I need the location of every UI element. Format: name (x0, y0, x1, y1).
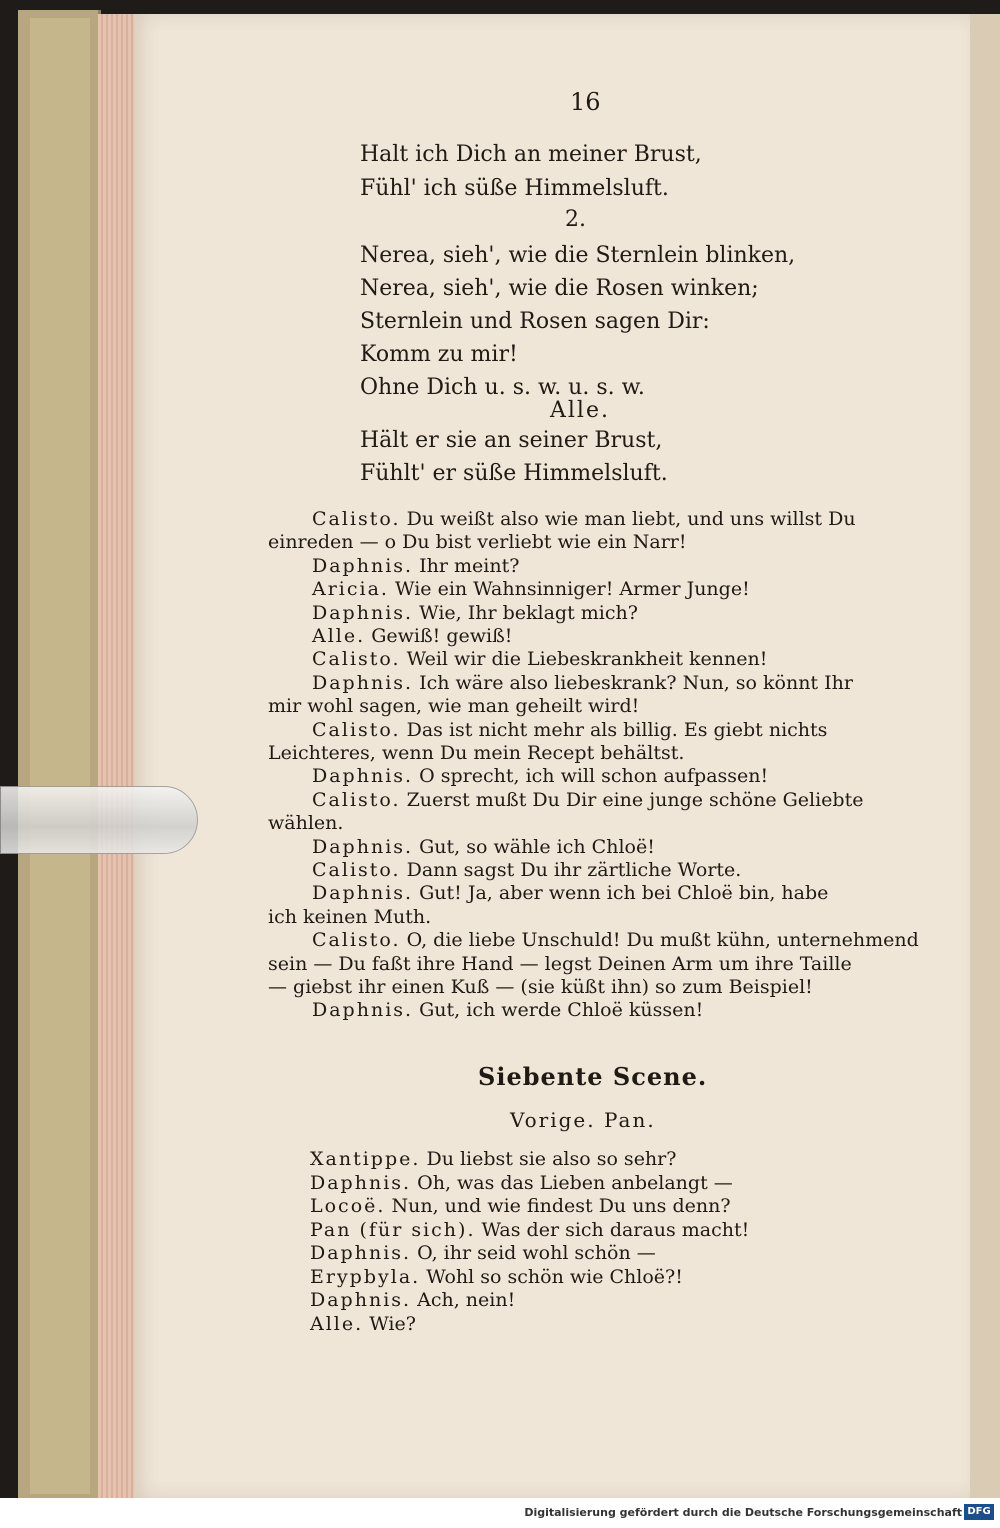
scene-persons: Vorige. Pan. (510, 1108, 656, 1132)
dialogue-line (310, 1148, 676, 1170)
dialogue-line (312, 578, 750, 600)
spoken-text: Du weißt also wie man liebt, und uns willst Du (406, 508, 856, 530)
speaker-name: Calisto. (312, 718, 401, 741)
dialogue-line (312, 765, 768, 787)
dialogue-line (310, 1172, 733, 1194)
dfg-logo-icon: DFG (964, 1504, 994, 1520)
speaker-name: Daphnis. (310, 1289, 412, 1311)
spoken-text: O, die liebe Unschuld! Du mußt kühn, unternehmend (406, 929, 919, 952)
speaker-name: Calisto. (312, 929, 401, 952)
dialogue-line (312, 648, 767, 670)
speaker-name: Daphnis. (312, 882, 414, 905)
dialogue-line (310, 1289, 515, 1311)
dialogue-line (310, 1313, 416, 1335)
speaker-name: Xantippe. (310, 1148, 421, 1170)
verse-line: Fühlt' er süße Himmelsluft. (360, 461, 668, 486)
dialogue-line (312, 672, 853, 694)
verse-line: Fühl' ich süße Himmelsluft. (360, 176, 669, 201)
dialogue-line (268, 742, 684, 764)
spoken-text: — giebst ihr einen Kuß — (sie küßt ihn) so zum Beispiel! (268, 976, 813, 998)
speaker-name: Daphnis. (312, 601, 414, 624)
facing-page-edge (970, 14, 1000, 1498)
dialogue-line (268, 531, 687, 553)
spoken-text: Dann sagst Du ihr zärtliche Worte. (406, 859, 742, 881)
speaker-name: Erypbyla. (310, 1265, 421, 1288)
speaker-name: Daphnis. (310, 1171, 412, 1194)
speaker-name: Calisto. (312, 508, 401, 530)
spoken-text: Ich wäre also liebeskrank? Nun, so könnt Ihr (419, 671, 853, 694)
dialogue-line (312, 625, 512, 647)
footer-text: Digitalisierung gefördert durch die Deutsche Forschungsgemeinschaft (524, 1506, 962, 1519)
spoken-text: einreden — o Du bist verliebt wie ein Narr! (268, 531, 687, 554)
speaker-name: Calisto. (312, 788, 401, 811)
dialogue-line (312, 929, 919, 951)
dialogue-line (312, 789, 863, 811)
spoken-text: O, ihr seid wohl schön — (417, 1242, 656, 1264)
speaker-name: Daphnis. (312, 765, 414, 788)
dialogue-line (312, 836, 655, 858)
stanza-number: 2. (565, 207, 586, 232)
speaker-name: Daphnis. (312, 999, 414, 1022)
spoken-text: Wie ein Wahnsinniger! Armer Junge! (395, 578, 750, 601)
dialogue-line (312, 602, 638, 624)
verse-line: Sternlein und Rosen sagen Dir: (360, 309, 710, 334)
spoken-text: Oh, was das Lieben anbelangt — (417, 1171, 733, 1194)
page-edges (98, 14, 134, 1498)
spoken-text: Gut! Ja, aber wenn ich bei Chloë bin, habe (419, 882, 829, 905)
verse-line: Nerea, sieh', wie die Rosen winken; (360, 276, 759, 301)
speaker-name: Locoë. (310, 1195, 386, 1217)
spoken-text: Ach, nein! (417, 1289, 516, 1311)
spoken-text: Wie? (369, 1312, 416, 1335)
dialogue-line (310, 1219, 749, 1241)
verse-line: Nerea, sieh', wie die Sternlein blinken, (360, 243, 796, 268)
speaker-name: Daphnis. (312, 835, 414, 858)
speaker-name: Pan (für sich). (310, 1218, 476, 1241)
dialogue-line (312, 508, 856, 530)
spoken-text: mir wohl sagen, wie man geheilt wird! (268, 695, 640, 718)
speaker-name: Calisto. (312, 859, 401, 881)
dialogue-line (312, 555, 519, 577)
spoken-text: Was der sich daraus macht! (481, 1218, 750, 1241)
chorus-speaker: Alle. (550, 398, 610, 423)
speaker-name: Daphnis. (310, 1242, 412, 1264)
spoken-text: Das ist nicht mehr als billig. Es giebt nichts (406, 718, 828, 741)
speaker-name: Alle. (312, 625, 366, 647)
dialogue-line (312, 719, 827, 741)
dialogue-line (310, 1195, 731, 1217)
speaker-name: Daphnis. (312, 671, 414, 694)
dialogue-line (310, 1242, 656, 1264)
spoken-text: Wohl so schön wie Chloë?! (426, 1265, 683, 1288)
verse-line: Hält er sie an seiner Brust, (360, 428, 663, 453)
page-number: 16 (570, 88, 601, 116)
spoken-text: Gewiß! gewiß! (371, 625, 513, 647)
dialogue-line (312, 882, 828, 904)
book-cover-inner (30, 18, 90, 1494)
spoken-text: Zuerst mußt Du Dir eine junge schöne Geliebte (406, 788, 864, 811)
verse-line: Halt ich Dich an meiner Brust, (360, 142, 702, 167)
dialogue-line (268, 695, 639, 717)
spoken-text: Nun, und wie findest Du uns denn? (391, 1195, 731, 1217)
spoken-text: Ihr meint? (419, 554, 520, 577)
speaker-name: Daphnis. (312, 554, 414, 577)
dialogue-line (310, 1266, 683, 1288)
verse-line: Komm zu mir! (360, 342, 518, 367)
scene-heading: Siebente Scene. (478, 1062, 708, 1091)
dialogue-line (268, 906, 431, 928)
spoken-text: Gut, so wähle ich Chloë! (419, 835, 655, 858)
dialogue-line (268, 953, 852, 975)
spoken-text: Wie, Ihr beklagt mich? (419, 601, 638, 624)
spoken-text: Weil wir die Liebeskrankheit kennen! (406, 648, 768, 671)
spoken-text: ich keinen Muth. (268, 905, 432, 928)
verse-line: Ohne Dich u. s. w. u. s. w. (360, 375, 645, 400)
spoken-text: Leichteres, wenn Du mein Recept behältst. (268, 742, 685, 764)
dialogue-line (268, 812, 343, 834)
spoken-text: sein — Du faßt ihre Hand — legst Deinen Arm um ihre Taille (268, 952, 852, 975)
dialogue-line (312, 999, 703, 1021)
speaker-name: Aricia. (312, 578, 389, 601)
spoken-text: O sprecht, ich will schon aufpassen! (419, 765, 769, 788)
dialogue-line (268, 976, 813, 998)
spoken-text: wählen. (268, 812, 344, 835)
page-clip (0, 786, 198, 854)
dialogue-line (312, 859, 741, 881)
spoken-text: Du liebst sie also so sehr? (426, 1148, 677, 1170)
speaker-name: Alle. (310, 1312, 364, 1335)
footer-bar (0, 1498, 1000, 1528)
speaker-name: Calisto. (312, 648, 401, 671)
spoken-text: Gut, ich werde Chloë küssen! (419, 999, 704, 1022)
